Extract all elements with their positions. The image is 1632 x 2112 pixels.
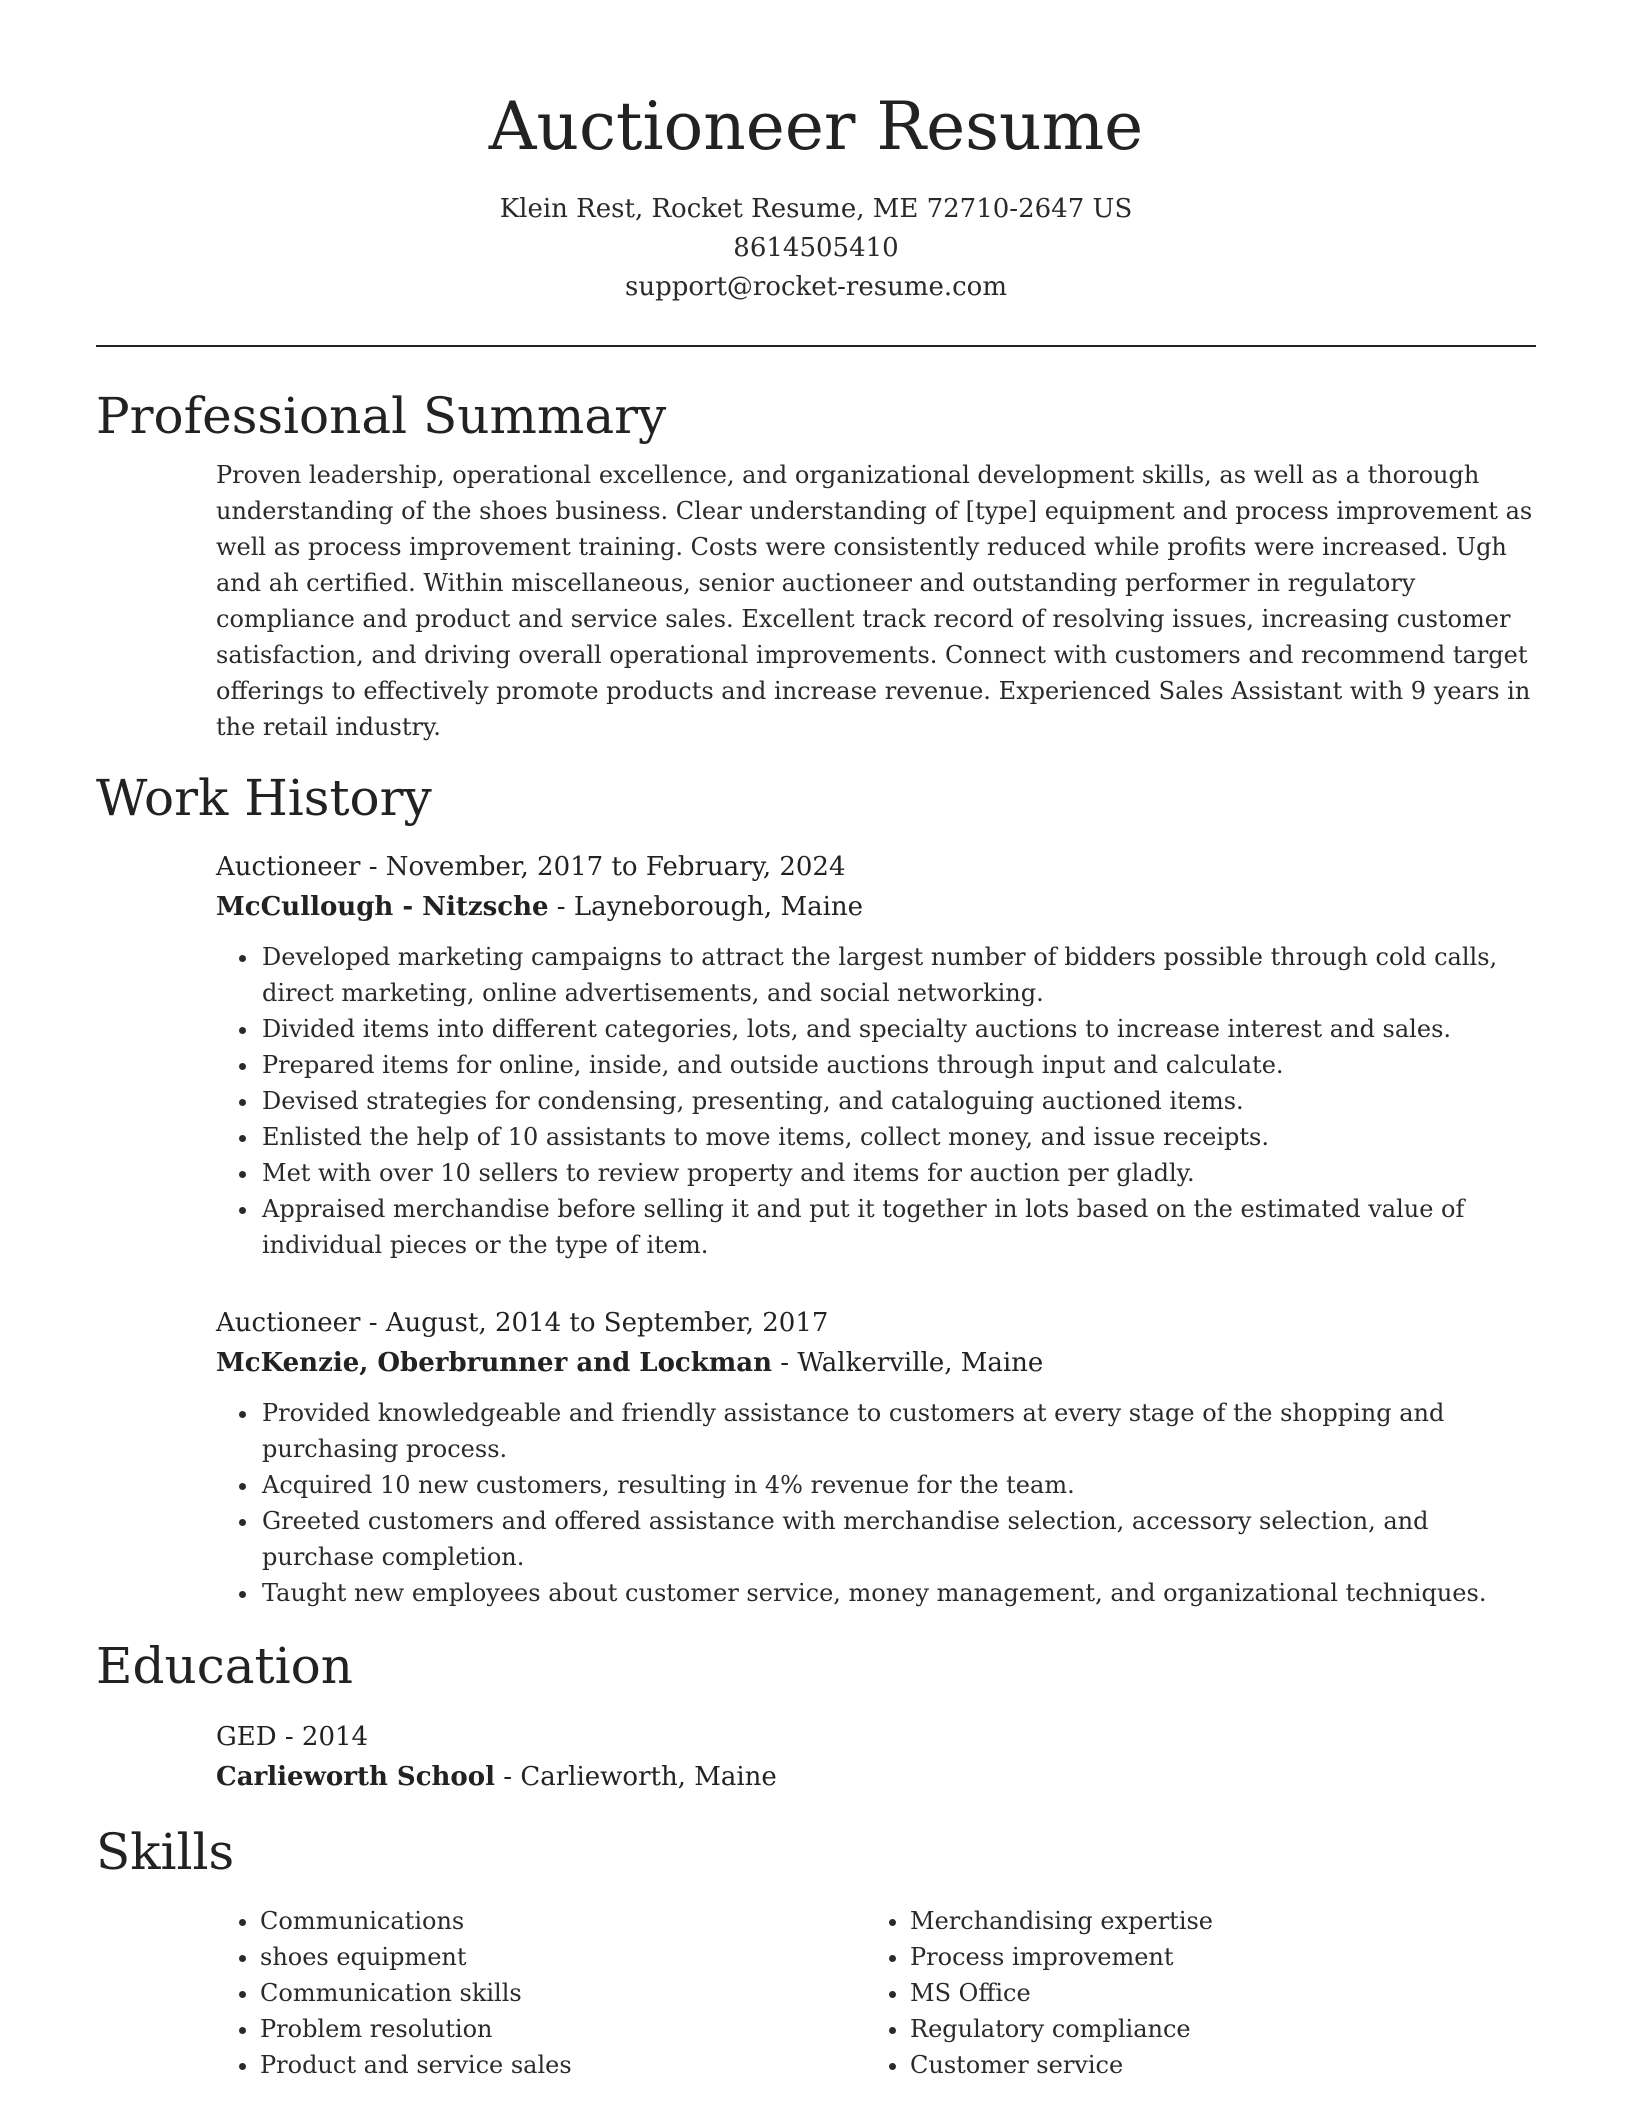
skill-item: • Communications <box>260 1903 866 1939</box>
summary-text: Proven leadership, operational excellence, and organizational development skills, as well as a thorough understanding of the shoes business. Clear understanding of [type] equipment and process improvement as well as process improvement training. Costs were consistently reduced while profits were increased. Ugh and ah certified. Within miscellaneous, senior auctioneer and outstanding performer in regulatory compliance and product and service sales. Excellent track record of resolving issues, increasing customer satisfaction, and driving overall operational improvements. Connect with customers and recommend target offerings to effectively promote products and increase revenue. Experienced Sales Assistant with 9 years in the retail industry. <box>216 461 1533 741</box>
work-history-heading: Work History <box>96 769 432 827</box>
contact-block <box>96 190 1536 307</box>
education-degree-line <box>216 1717 1536 1757</box>
summary-section <box>96 385 1536 745</box>
education-location: - Carlieworth, Maine <box>495 1762 777 1792</box>
skill-item: • Product and service sales <box>260 2047 866 2083</box>
job-bullet: • Greeted customers and offered assistance with merchandise selection, accessory selection, and purchase completion. <box>260 1503 1536 1575</box>
job-location: - Walkerville, Maine <box>772 1348 1044 1378</box>
education-section <box>96 1635 1536 1797</box>
contact-phone: 8614505410 <box>733 233 899 263</box>
job-bullet: • Taught new employees about customer service, money management, and organizational techniques. <box>260 1575 1536 1611</box>
job-bullet: • Prepared items for online, inside, and outside auctions through input and calculate. <box>260 1047 1536 1083</box>
skills-section <box>96 1821 1536 2083</box>
job-dates: - August, 2014 to September, 2017 <box>360 1308 829 1338</box>
header-divider <box>96 345 1536 347</box>
summary-heading: Professional Summary <box>96 387 667 445</box>
education-school-line <box>216 1757 1536 1797</box>
job-company: McCullough - Nitzsche <box>216 892 549 922</box>
work-history-section <box>96 767 1536 1611</box>
education-entry <box>216 1717 1536 1797</box>
skill-item: • Merchandising expertise <box>910 1903 1516 1939</box>
job-bullet: • Provided knowledgeable and friendly assistance to customers at every stage of the shopping and purchasing process. <box>260 1395 1536 1467</box>
job-entry <box>216 847 1536 1263</box>
job-bullet: • Met with over 10 sellers to review property and items for auction per gladly. <box>260 1155 1536 1191</box>
skill-item: • Regulatory compliance <box>910 2011 1516 2047</box>
job-title-line <box>216 1303 1536 1343</box>
job-title-line <box>216 847 1536 887</box>
job-bullets <box>216 939 1536 1263</box>
resume-title: Auctioneer Resume <box>488 88 1144 165</box>
skill-item: • Communication skills <box>260 1975 866 2011</box>
job-company-line <box>216 887 1536 927</box>
education-school: Carlieworth School <box>216 1762 495 1792</box>
skill-item: • Customer service <box>910 2047 1516 2083</box>
skill-item: • Process improvement <box>910 1939 1516 1975</box>
skills-columns <box>216 1903 1536 2083</box>
skills-heading: Skills <box>96 1823 235 1881</box>
job-bullet: • Divided items into different categories, lots, and specialty auctions to increase interest and sales. <box>260 1011 1536 1047</box>
job-bullet: • Devised strategies for condensing, presenting, and cataloguing auctioned items. <box>260 1083 1536 1119</box>
education-degree: GED <box>216 1722 277 1752</box>
skill-item: • shoes equipment <box>260 1939 866 1975</box>
job-entry <box>216 1303 1536 1611</box>
job-bullets <box>216 1395 1536 1611</box>
job-dates: - November, 2017 to February, 2024 <box>360 852 846 882</box>
job-bullet: • Appraised merchandise before selling it and put it together in lots based on the estimated value of individual pieces or the type of item. <box>260 1191 1536 1263</box>
education-year: - 2014 <box>276 1722 369 1752</box>
job-location: - Layneborough, Maine <box>548 892 864 922</box>
job-company: McKenzie, Oberbrunner and Lockman <box>216 1348 773 1378</box>
job-company-line <box>216 1343 1536 1383</box>
skills-right-list <box>866 1903 1516 2083</box>
skill-item: • Problem resolution <box>260 2011 866 2047</box>
job-bullet: • Developed marketing campaigns to attract the largest number of bidders possible through cold calls, direct marketing, online advertisements, and social networking. <box>260 939 1536 1011</box>
job-title: Auctioneer <box>216 1308 361 1338</box>
resume-header <box>96 0 1536 307</box>
contact-address: Klein Rest, Rocket Resume, ME 72710-2647 US <box>499 194 1133 224</box>
skill-item: • MS Office <box>910 1975 1516 2011</box>
contact-email: support@rocket-resume.com <box>624 272 1007 302</box>
job-bullet: • Acquired 10 new customers, resulting in 4% revenue for the team. <box>260 1467 1536 1503</box>
job-bullet: • Enlisted the help of 10 assistants to move items, collect money, and issue receipts. <box>260 1119 1536 1155</box>
skills-left-list <box>216 1903 866 2083</box>
job-title: Auctioneer <box>216 852 361 882</box>
education-heading: Education <box>96 1637 353 1695</box>
